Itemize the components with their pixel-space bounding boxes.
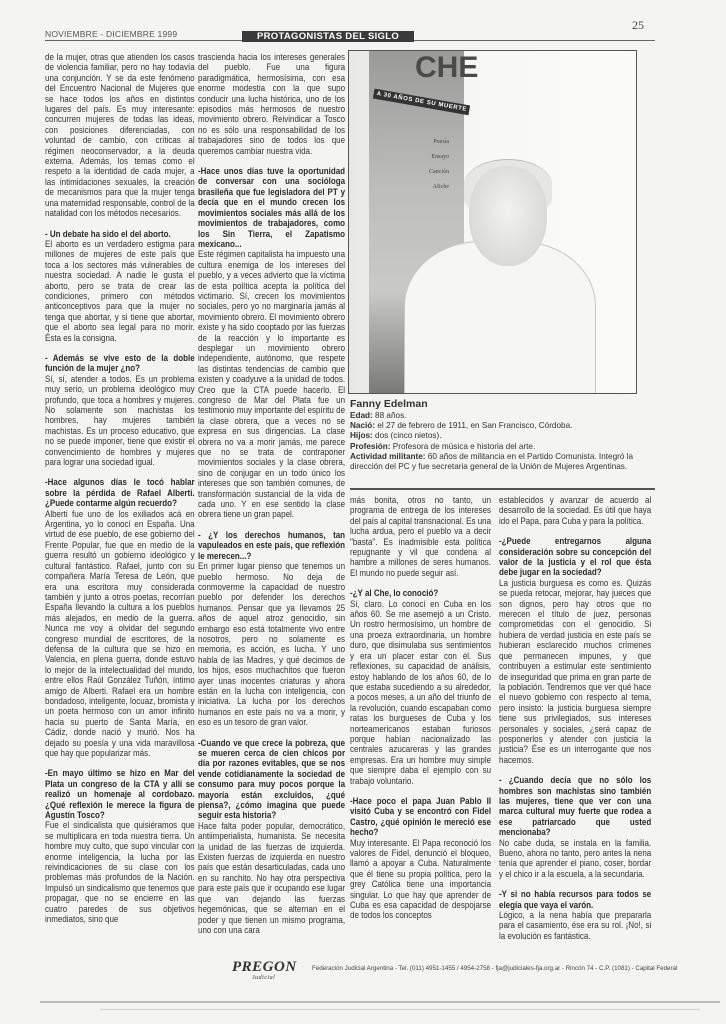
article-column-2 bbox=[198, 52, 345, 945]
poster-items bbox=[429, 135, 449, 195]
interview-answer: más bonita, otros no tanto, un programa de entrega de los intereses del país al capital transnacional. Es una lucha ardua, pero el pueblo va a decir "basta". Es inadmisible esta política repugnante y vil que condena al hambre a millones de seres humanos. El mundo no puede seguir así. bbox=[350, 495, 492, 578]
interview-answer: Hace falta poder popular, democrático, antiimperialista, humanista. Se necesita la unidad de las fuerzas de izquierda. Existen fuerzas de izquierda en nuestro país que están desarticuladas, cada uno en su ranchito. No hay otra perspectiva para este país que ir ocupando ese lugar que van dejando las fuerzas hegemónicas, que se alternan en el poder y que tienen un mismo programa, uno con una cara bbox=[198, 820, 346, 935]
caption-label: Profesión: bbox=[350, 441, 391, 451]
interview-question: - ¿Cuando decía que no sólo los hombres son machistas sino también las mujeres, tiene que ver con una marca cultural muy fuerte que rodea a ese patriarcado que usted mencionaba? bbox=[499, 775, 652, 838]
interview-answer: No cabe duda, se instala en la familia. Bueno, ahora no tanto, pero antes la nena tenía que aprender el piano, coser, bordar y el chico ir a la escuela, a la secundaria. bbox=[499, 837, 652, 879]
interview-answer: trascienda hacia los intereses generales del pueblo. Fue una figura paradigmática, hermosísima, con esa enorme modestia con la que supo conducir una lucha histórica, uno de los episodios más hermosos de nuestro movimiento obrero. Reivindicar a Tosco no es sólo una responsabilidad de los trabajadores sino de todos los que queremos cambiar nuestra vida. bbox=[198, 52, 346, 156]
interview-question: - Además se vive esto de la doble función de la mujer ¿no? bbox=[45, 352, 195, 374]
interview-block bbox=[499, 775, 651, 879]
interview-answer: En primer lugar pienso que tenemos un pueblo hermoso. No deja de conmoverme la capacidad de nuestro pueblo por defender los derechos humanos. Pensar que ya llevamos 25 años de aquel atroz genocidio, sin embargo eso está totalmente vivo entre nosotros, pero no solamente es memoria, es acción, es lucha. Y uno habla de las Madres, y qué decimos de los hijos, esos muchachitos que fueron ayer unas inocentes criaturas y ahora están en la lucha con inteligencia, con iniciativa. La lucha por los derechos humanos en este país no va a morir, y eso es un tesoro de gran valor. bbox=[198, 561, 346, 728]
poster-item: Poesía bbox=[433, 139, 449, 145]
interview-answer: Sí, claro. Lo conocí en Cuba en los años 60. Se me asemejó a un Cristo. Un rostro hermosísimo, un hombre de una proeza extraordinaria, un hombre duro, que disimulaba sus sentimientos y era un placer estar con él. Sus reflexiones, su capacidad de análisis, estoy hablando de los años 60, de lo que estaba sucediendo a su alrededor, a pocos meses, a un año del triunfo de la revolución, cuando escapaban como ratas los burgueses de Cuba y los norteamericanos estaban furiosos porque habían nacionalizado las centrales azucareras y las grandes empresas. Era un hombre muy simple que siempre daba el ejemplo con su trabajo voluntario. bbox=[350, 598, 492, 786]
poster-title: CHE bbox=[415, 51, 479, 84]
interview-block bbox=[45, 477, 195, 758]
section-title: PROTAGONISTAS DEL SIGLO bbox=[242, 31, 414, 42]
caption-label: Actividad militante: bbox=[350, 451, 426, 461]
interview-block bbox=[499, 889, 651, 941]
interview-block bbox=[198, 166, 345, 520]
interview-block bbox=[45, 768, 195, 924]
portrait-photo bbox=[348, 50, 637, 394]
interview-answer: Muy interesante. El Papa reconoció los valores de Fidel, denunció el bloqueo, llamó a apoyar a Cuba. Naturalmente que él tiene su propia política, pero la grey Católica tiene una importancia singular. Lo que hay que aprender de Cuba es esa capacidad de despojarse de todos los conceptos bbox=[350, 837, 492, 921]
interview-question: -En mayo último se hizo en Mar del Plata un congreso de la CTA y allí se realizó un homenaje al cordobazo. ¿Qué reflexión le merece la figura de Agustín Tosco? bbox=[45, 768, 195, 821]
interview-question: - ¿Y los derechos humanos, tan vapuleados en este país, que reflexión le merecen...? bbox=[198, 529, 346, 561]
person-face bbox=[469, 166, 547, 266]
interview-answer: Fue el sindicalista que quisiéramos que se multiplicara en toda nuestra tierra. Un hombre muy culto, que supo vincular con enorme inteligencia, la lucha por las reivindicaciones de su clase con los problemas más profundos de la Nación. Impulsó un sindicalismo que tenemos que propagar, que no se encierre en las cuatro paredes de sus objetivos inmediatos, sino que bbox=[45, 820, 195, 925]
interview-question: -Cuando ve que crece la pobreza, que se mueren cerca de cien chicos por día por razones evitables, que se nos vende cotidianamente la sociedad de consumo para muy pocos porque la mayoría están excluidos, ¿qué piensa?, ¿cómo imagina que puede seguir esta historia? bbox=[198, 737, 346, 821]
logo-text: PREGON bbox=[232, 959, 297, 975]
interview-block bbox=[350, 588, 491, 786]
poster-item: Ensayo bbox=[431, 154, 449, 160]
footer-contact: Federación Judicial Argentina - Tel. (011) 4951-1455 / 4954-2758 - fja@judiciales-fja.org.ar - Rincón 74 - C.P. (1081) - Capital Federal bbox=[312, 965, 678, 972]
interview-question: -¿Puede entregarnos alguna consideración sobre su concepción del valor de la justicia y el rol que ésta debe jugar en la sociedad? bbox=[499, 536, 652, 578]
interview-question: -Hace unos días tuve la oportunidad de conversar con una socióloga brasileña que fue legisladora del PT y decía que en el mundo crecen los movimientos sociales más allá de los movimientos de trabajadores, como los Sin Tierra, el Zapatismo mexicano... bbox=[198, 166, 346, 249]
interview-block bbox=[45, 353, 195, 467]
interview-block bbox=[350, 495, 491, 578]
interview-answer: de la mujer, otras que atienden los casos de violencia familiar, pero no hay todavía una conjunción. Y se da este fenómeno del Encuentro Nacional de Mujeres que se hace todos los años en distintos lugares del país. Es muy interesante: concurren mujeres de todas las ideas, con posiciones diferenciadas, con voluntad de cambio, con críticas al régimen neoconservador, a la deuda externa. Además, los temas como el respeto a la identidad de cada mujer, a las intimidaciones sexuales, la creación de mecanismos para que la mujer tenga una maternidad responsable, control de la natalidad con los métodos necesarios. bbox=[45, 52, 195, 219]
issue-date: NOVIEMBRE - DICIEMBRE 1999 bbox=[45, 29, 178, 39]
interview-block bbox=[45, 52, 195, 219]
caption-name: Fanny Edelman bbox=[350, 398, 428, 410]
caption-row-activism bbox=[350, 452, 655, 472]
page-footer bbox=[232, 959, 712, 981]
interview-answer: El aborto es un verdadero estigma para millones de mujeres de este país que toca a los sectores más vulnerables de nuestra sociedad. A nadie le gusta el aborto, pero se trata de crear las condiciones, primero con métodos anticonceptivos para que la mujer no tenga que abortar, y si tiene que abortar, que el aborto sea legal para no morir. Ésta es la consigna. bbox=[45, 238, 195, 343]
interview-question: -Y si no había recursos para todos se elegía que vaya el varón. bbox=[499, 889, 652, 910]
interview-answer: Alberti fue uno de los exiliados acá en Argentina, yo lo conocí en España. Una virtud de ese pueblo, de ese gobierno del Frente Popular, fue que en medio de la guerra resultó un gobierno ideológico y cultural fantástico. Rafael, junto con su compañera María Teresa de León, que era una escritora muy considerada también y junto a otros poetas, recorrían España llevando la cultura a los pueblos más alejados, en medio de la guerra. Nunca me voy a olvidar del segundo congreso mundial de escritores, de la defensa de la cultura que se hizo en Valencia, en plena guerra, donde estuvo lo mejor de la intelectualidad del mundo, entre ellos Raúl González Tuñón, íntimo amigo de Alberti. Rafael era un hombre bondadoso, inteligente, locuaz, bromista y un poeta hermoso con un amor infinito hacia su puerto de Santa María, en Cádiz, donde nació y murió. Nos ha dejado su poesía y una vida maravillosa que hay que popularizar más. bbox=[45, 508, 195, 758]
interview-answer: Lógico, a la nena había que prepararla para el casamiento, ése era su rol. ¡No!, si la evolución es fantástica. bbox=[499, 910, 652, 941]
interview-question: -¿Y al Che, lo conoció? bbox=[350, 588, 439, 599]
poster-item: Canción bbox=[429, 169, 449, 175]
interview-question: -Hace algunos días le tocó hablar sobre la pérdida de Rafael Alberti. ¿Puede contarme algún recuerdo? bbox=[45, 477, 195, 509]
interview-block bbox=[499, 536, 651, 765]
interview-answer: establecidos y avanzar de acuerdo al desarrollo de la sociedad. Es útil que haya ido el Papa, para Cuba y para la política. bbox=[499, 495, 652, 526]
article-column-3 bbox=[350, 495, 491, 931]
scan-artifact-line bbox=[40, 1001, 720, 1003]
poster-subtitle: A 30 AÑOS DE SU MUERTE bbox=[373, 89, 471, 116]
interview-block bbox=[198, 738, 345, 936]
interview-block bbox=[499, 495, 651, 526]
caption-value: dos (cinco nietos). bbox=[375, 431, 442, 441]
page-number: 25 bbox=[632, 18, 644, 32]
caption-label: Edad: bbox=[350, 411, 373, 420]
caption-value: 88 años. bbox=[375, 411, 407, 420]
interview-block bbox=[350, 796, 491, 921]
interview-question: -Hace poco el papa Juan Pablo II visitó Cuba y se encontró con Fidel Castro, ¿qué opinión le mereció ese hecho? bbox=[350, 795, 492, 838]
caption-row-children bbox=[350, 431, 655, 441]
article-column-1 bbox=[45, 52, 195, 935]
scan-artifact-line bbox=[100, 1009, 700, 1010]
article-column-4 bbox=[499, 495, 651, 951]
interview-block bbox=[198, 52, 345, 156]
photo-caption bbox=[350, 398, 655, 472]
caption-row-age bbox=[350, 411, 655, 421]
logo-subtext: Judicial bbox=[252, 975, 276, 981]
caption-value: Profesora de música e historia del arte. bbox=[392, 441, 536, 451]
caption-label: Nació: bbox=[350, 421, 376, 431]
interview-answer: La justicia burguesa es como es. Quizás se pueda retocar, mejorar, hay jueces que son dignos, pero hay otros que no merecen el título de juez, personas comprometidas con el genocidio. Si hubiera de verdad justicia en este país se hubieran esclarecido muchos crímenes que permanecen impunes, y que contribuyen a estimular este sentimiento de inseguridad que prima en gran parte de la población. Tendremos que ver qué hace el nuevo gobierno con respecto al tema, pero insisto: la justicia burguesa siempre tiene sus privilegiados, sus intereses personales y sociales, ¿será capaz de posponerlos y atender con justicia la justicia? Ése es un interrogante que nos hacemos. bbox=[499, 577, 652, 765]
caption-row-born bbox=[350, 421, 655, 431]
poster-item: Afiche bbox=[432, 184, 449, 190]
interview-answer: Este régimen capitalista ha impuesto una cultura enemiga de los intereses del pueblo, y a veces advierto que la víctima de esta política acepta la política del victimario. Sí, crecen los movimientos sociales, pero yo no marginaría jamás al movimiento obrero. El movimiento obrero existe y ha sido cooptado por las fuerzas de la reacción y lo importante es desplegar un movimiento obrero independiente, autónomo, que respete las distintas tendencias de cambio que existen y coadyuve a la unidad de todos. Creo que la CTA puede hacerlo. El congreso de Mar del Plata fue un testimonio muy importante del espíritu de la clase obrera, que a veces no se expresa en sus dirigencias. La clase obrera no va a morir jamás, me parece que no se trata de contraponer movimientos sociales y la clase obrera, sino de conjugar en un todo único los intereses que son también comunes, de transformación sustancial de la vida de cada uno. Y en ese sentido la clase obrera tiene un gran papel. bbox=[198, 249, 346, 520]
caption-value: el 27 de febrero de 1911, en San Francisco, Córdoba. bbox=[377, 421, 573, 431]
caption-value: 60 años de militancia en el Partido Comunista. Integró la dirección del PC y fue secretaria general de la Unión de Mujeres Argentinas. bbox=[350, 451, 634, 472]
caption-row-profession bbox=[350, 442, 655, 452]
pregon-logo bbox=[232, 959, 297, 982]
caption-label: Hijos: bbox=[350, 431, 373, 441]
interview-question: - Un debate ha sido el del aborto. bbox=[45, 228, 171, 239]
interview-block bbox=[198, 530, 345, 728]
interview-answer: Sí, sí, atender a todos. Es un problema muy serio, un problema ideológico muy profundo, que toca a hombres y mujeres. No solamente son machistas los hombres, hay mujeres también machistas. Es un proceso educativo, que no se puede imponer, tiene que existir el convencimiento de hombres y mujeres para lograr una sociedad igual. bbox=[45, 373, 195, 468]
caption-divider bbox=[350, 488, 655, 490]
interview-block bbox=[45, 229, 195, 343]
